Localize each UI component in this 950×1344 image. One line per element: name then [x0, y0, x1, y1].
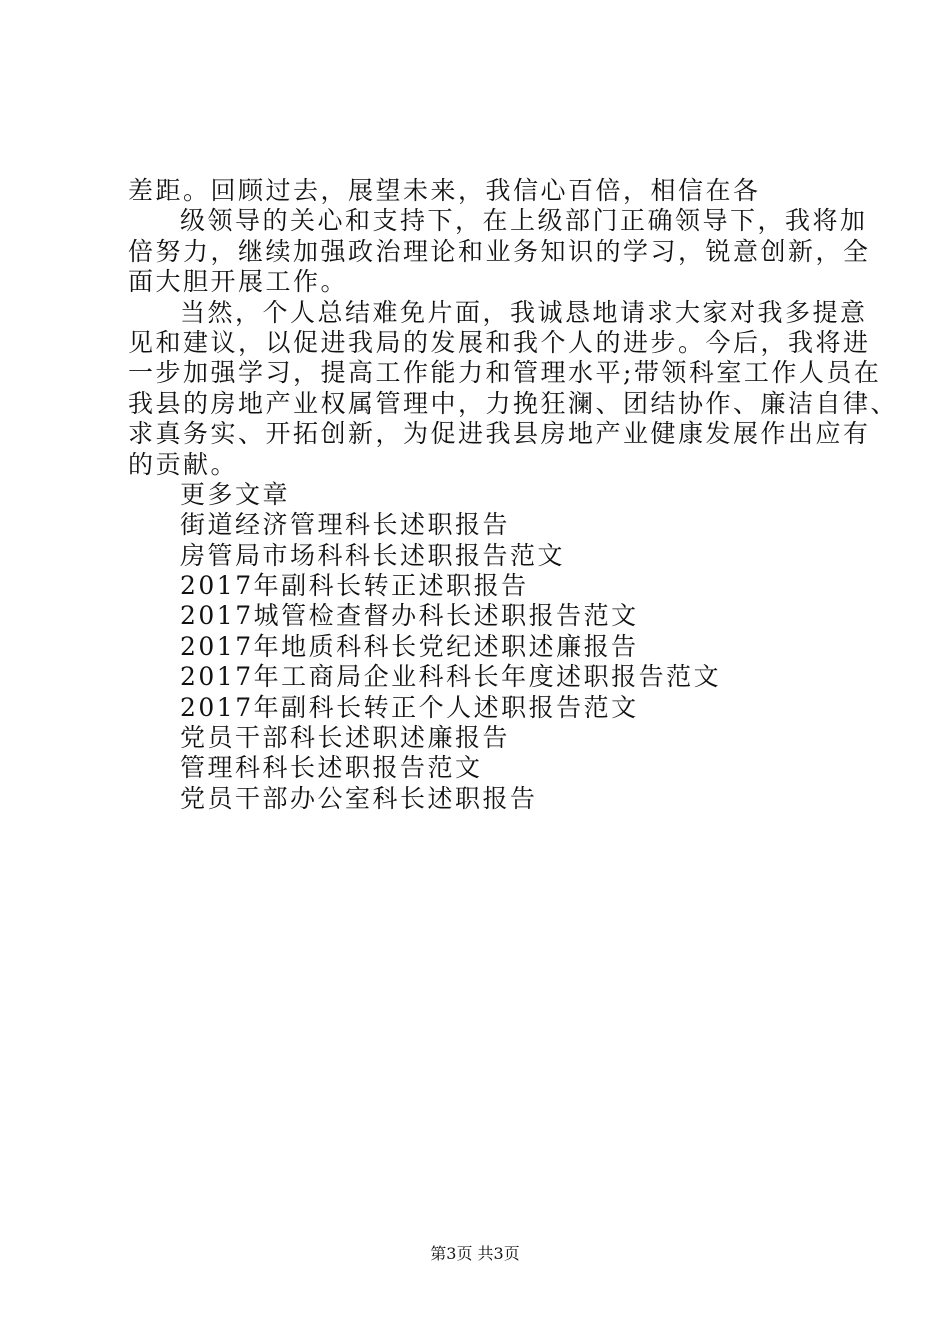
paragraph-line: 面大胆开展工作。	[128, 267, 349, 297]
more-articles-heading: 更多文章	[180, 479, 291, 509]
document-body	[128, 176, 899, 814]
article-link[interactable]: 2017年工商局企业科科长年度述职报告范文	[180, 662, 722, 692]
page-number-footer: 第3页 共3页	[430, 1244, 520, 1263]
paragraph-line: 差距。回顾过去，展望未来，我信心百倍，相信在各	[128, 176, 761, 205]
paragraph-line: 倍努力，继续加强政治理论和业务知识的学习，锐意创新，全	[128, 236, 871, 266]
paragraph-line: 当然，个人总结难免片面，我诚恳地请求大家对我多提意	[180, 297, 868, 327]
article-link[interactable]: 2017城管检查督办科长述职报告范文	[180, 601, 639, 631]
paragraph-line: 的贡献。	[128, 449, 239, 479]
paragraph-line: 一步加强学习，提高工作能力和管理水平;带领科室工作人员在	[128, 358, 882, 388]
article-link[interactable]: 2017年副科长转正述职报告	[180, 571, 529, 601]
paragraph-line: 见和建议，以促进我局的发展和我个人的进步。今后，我将进	[128, 327, 871, 357]
paragraph-line: 我县的房地产业权属管理中，力挽狂澜、团结协作、廉洁自律、	[128, 388, 899, 418]
article-link[interactable]: 街道经济管理科长述职报告	[180, 510, 511, 540]
article-link[interactable]: 2017年副科长转正个人述职报告范文	[180, 692, 639, 722]
article-link[interactable]: 2017年地质科科长党纪述职述廉报告	[180, 631, 639, 661]
article-link[interactable]: 管理科科长述职报告范文	[180, 753, 483, 783]
article-link[interactable]: 党员干部办公室科长述职报告	[180, 783, 538, 813]
article-link[interactable]: 房管局市场科科长述职报告范文	[180, 540, 566, 570]
paragraph-line: 求真务实、开拓创新，为促进我县房地产业健康发展作出应有	[128, 419, 871, 449]
article-link[interactable]: 党员干部科长述职述廉报告	[180, 723, 511, 753]
paragraph-line: 级领导的关心和支持下，在上级部门正确领导下，我将加	[180, 206, 868, 236]
